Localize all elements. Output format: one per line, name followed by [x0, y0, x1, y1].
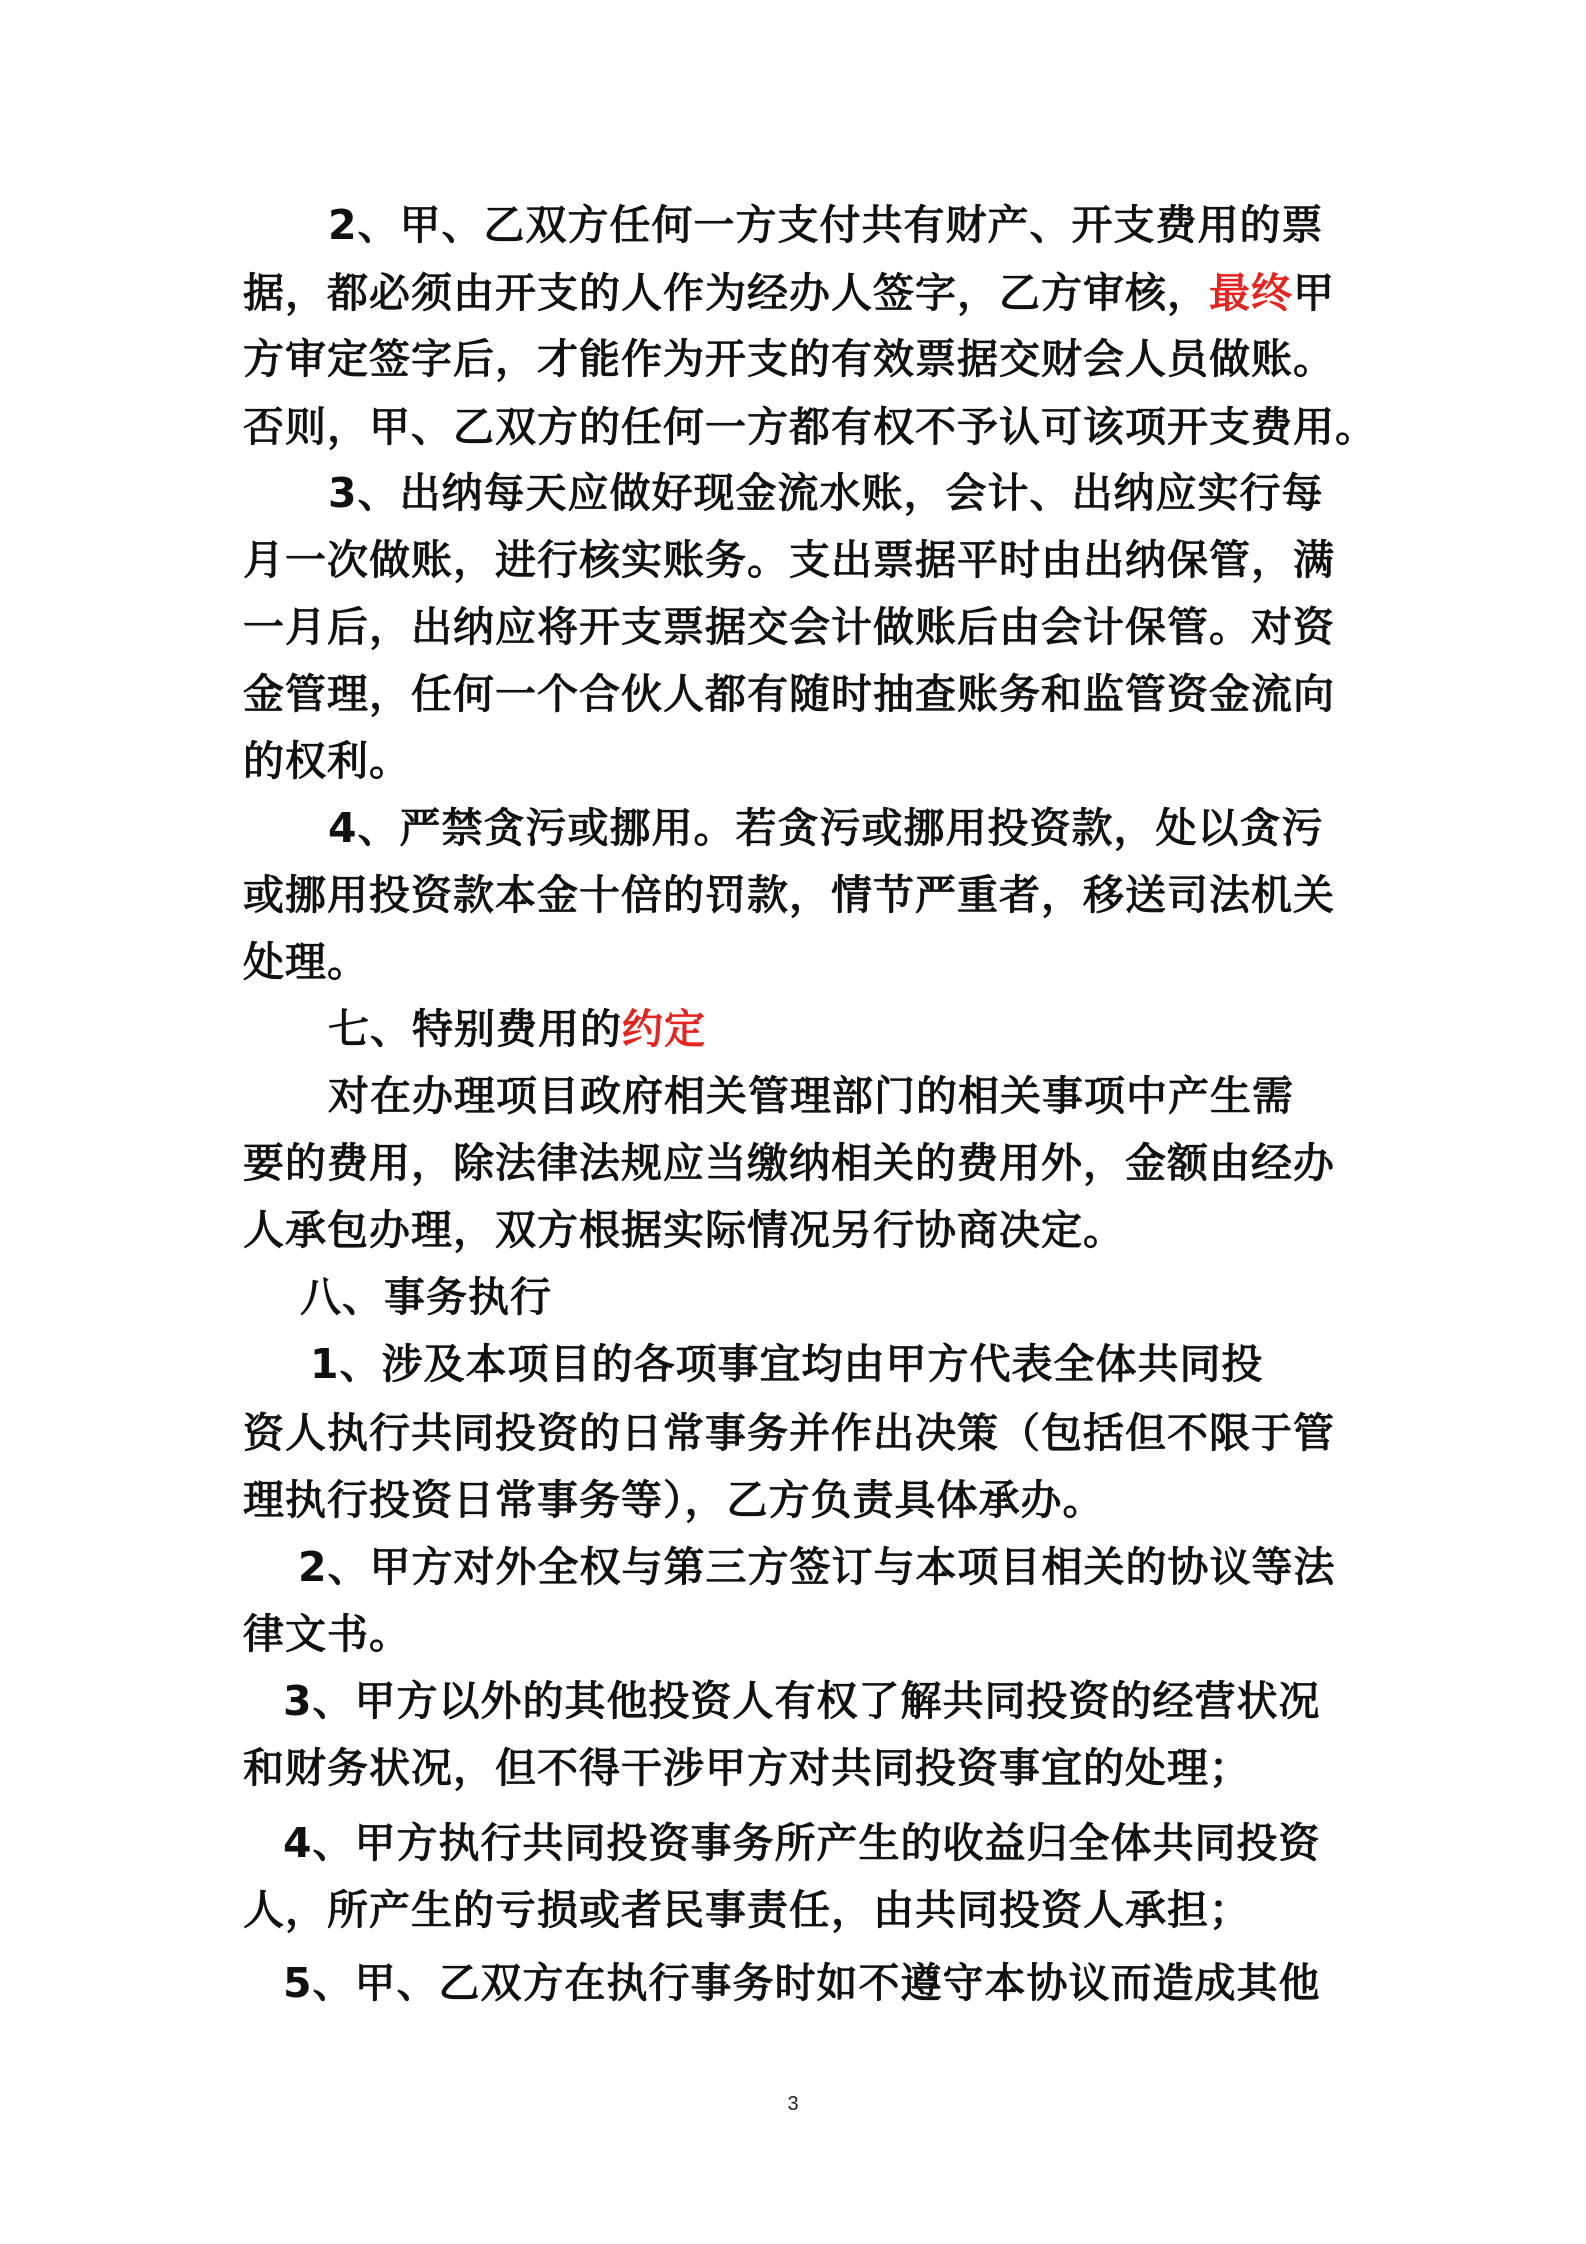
- line-text: 4、甲方执行共同投资事务所产生的收益归全体共同投资: [283, 1819, 1321, 1867]
- paragraph-line: [243, 870, 1335, 920]
- line-text: 金管理，任何一个合伙人都有随时抽查账务和监管资金流向: [243, 670, 1335, 718]
- heading-text: 八、事务执行: [300, 1273, 552, 1321]
- line-text: 1、涉及本项目的各项事宜均由甲方代表全体共同投: [310, 1340, 1264, 1388]
- line-text: 的权利。: [243, 737, 411, 785]
- line-text: 处理。: [243, 938, 369, 986]
- paragraph-line: [243, 669, 1335, 719]
- paragraph-line: [283, 1676, 1321, 1726]
- paragraph-line: [243, 402, 1377, 452]
- paragraph-line: [243, 268, 1335, 318]
- paragraph-line: [243, 1475, 1105, 1525]
- section-heading: [328, 1004, 706, 1054]
- paragraph-line: [243, 1743, 1251, 1793]
- paragraph-line: [243, 1408, 1335, 1458]
- paragraph-line: [283, 1958, 1321, 2008]
- line-text: 2、甲方对外全权与第三方签订与本项目相关的协议等法: [298, 1543, 1336, 1591]
- line-text: 方审定签字后，才能作为开支的有效票据交财会人员做账。: [243, 335, 1335, 383]
- paragraph-line: [310, 1339, 1264, 1389]
- line-text: 对在办理项目政府相关管理部门的相关事项中产生需: [328, 1072, 1294, 1120]
- line-text: 月一次做账，进行核实账务。支出票据平时由出纳保管，满: [243, 536, 1335, 584]
- paragraph-line: [243, 1138, 1335, 1188]
- line-text: 人，所产生的亏损或者民事责任，由共同投资人承担；: [243, 1886, 1251, 1934]
- paragraph-line: [298, 1542, 1336, 1592]
- line-text: 5、甲、乙双方在执行事务时如不遵守本协议而造成其他: [283, 1959, 1321, 2007]
- line-text: 或挪用投资款本金十倍的罚款，情节严重者，移送司法机关: [243, 871, 1335, 919]
- line-text: 律文书。: [243, 1610, 411, 1658]
- line-text: 4、严禁贪污或挪用。若贪污或挪用投资款，处以贪污: [328, 804, 1324, 852]
- section-heading: [300, 1272, 552, 1322]
- line-text: 人承包办理，双方根据实际情况另行协商决定。: [243, 1206, 1125, 1254]
- paragraph-line: [243, 1205, 1125, 1255]
- paragraph-line: [243, 334, 1335, 384]
- paragraph-line: [243, 736, 411, 786]
- line-text: 和财务状况，但不得干涉甲方对共同投资事宜的处理；: [243, 1744, 1251, 1792]
- line-text: 3、甲方以外的其他投资人有权了解共同投资的经营状况: [283, 1677, 1321, 1725]
- highlighted-text: 最终: [1209, 269, 1293, 317]
- line-text: 3、出纳每天应做好现金流水账，会计、出纳应实行每: [328, 469, 1324, 517]
- line-text: 理执行投资日常事务等），乙方负责具体承办。: [243, 1476, 1105, 1524]
- paragraph-line: [328, 468, 1324, 518]
- paragraph-line: [328, 803, 1324, 853]
- paragraph-line: [328, 200, 1324, 250]
- line-text: 要的费用，除法律法规应当缴纳相关的费用外，金额由经办: [243, 1139, 1335, 1187]
- line-text: 2、甲、乙双方任何一方支付共有财产、开支费用的票: [328, 201, 1324, 249]
- paragraph-line: [243, 937, 369, 987]
- line-text: 资人执行共同投资的日常事务并作出决策（包括但不限于管: [243, 1409, 1335, 1457]
- page-number: 3: [787, 2093, 799, 2115]
- paragraph-line: [243, 535, 1335, 585]
- line-text: 否则，甲、乙双方的任何一方都有权不予认可该项开支费用。: [243, 403, 1377, 451]
- paragraph-line: [243, 1885, 1251, 1935]
- highlighted-text: 约定: [622, 1005, 706, 1053]
- paragraph-line: [283, 1818, 1321, 1868]
- line-text: 甲: [1293, 269, 1335, 317]
- paragraph-line: [243, 602, 1335, 652]
- heading-text: 七、特别费用的: [328, 1005, 622, 1053]
- paragraph-line: [243, 1609, 411, 1659]
- paragraph-line: [328, 1071, 1294, 1121]
- line-text: 一月后，出纳应将开支票据交会计做账后由会计保管。对资: [243, 603, 1335, 651]
- line-text: 据，都必须由开支的人作为经办人签字，乙方审核，: [243, 269, 1209, 317]
